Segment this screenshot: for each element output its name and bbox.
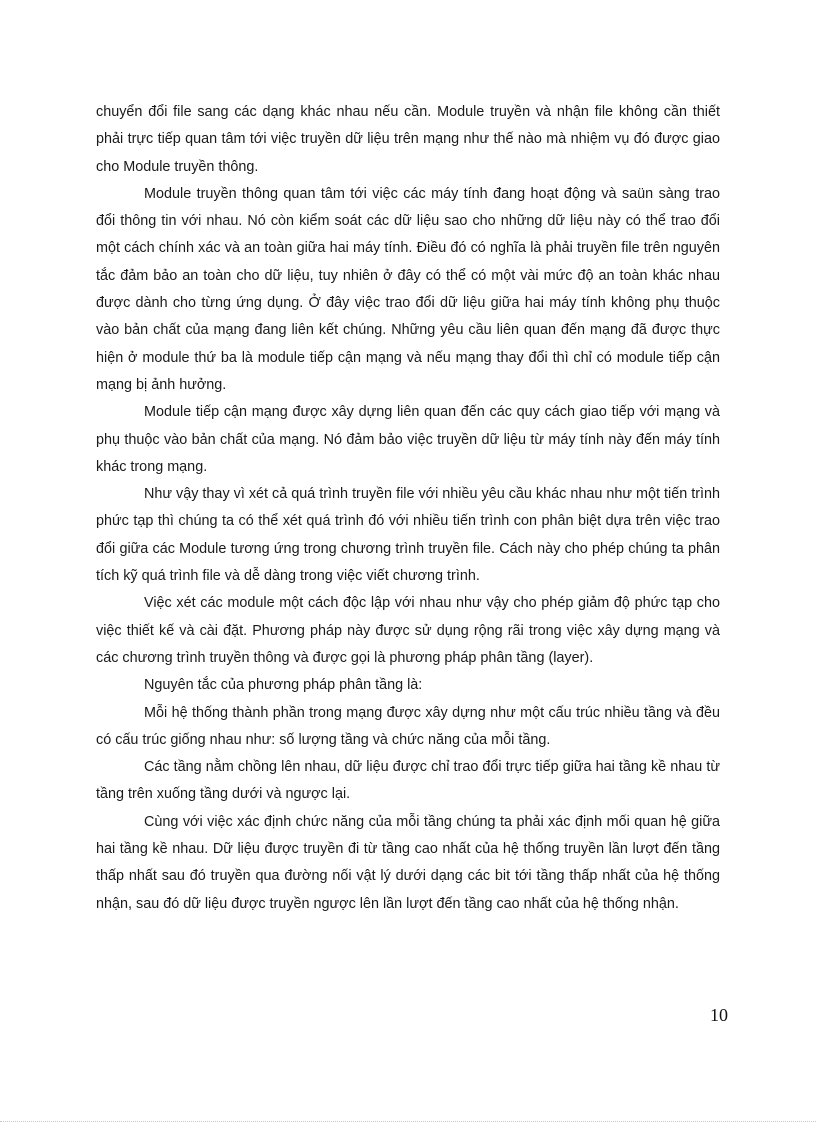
paragraph-3: Module tiếp cận mạng được xây dựng liên quan đến các quy cách giao tiếp với mạng và phụ thuộc vào bản chất của mạng. Nó đảm bảo việc truyền dữ liệu từ máy tính này đến máy tính khác trong mạng. — [96, 404, 720, 475]
paragraph-2: Module truyền thông quan tâm tới việc các máy tính đang hoạt động và saün sàng trao đổi thông tin với nhau. Nó còn kiểm soát các dữ liệu sao cho những dữ liệu này có thể trao đổi một cách chính xác và an toàn giữa hai máy tính. Điều đó có nghĩa là phải truyền file trên nguyên tắc đảm bảo an toàn cho dữ liệu, tuy nhiên ở đây có thể có một vài mức độ an toàn khác nhau được dành cho từng ứng dụng. Ở đây việc trao đổi dữ liệu giữa hai máy tính không phụ thuộc vào bản chất của mạng đang liên kết chúng. Những yêu cầu liên quan đến mạng đã được thực hiện ở module thứ ba là module tiếp cận mạng và nếu mạng thay đổi thì chỉ có module tiếp cận mạng bị ảnh hưởng. — [96, 185, 720, 393]
page-bottom-divider — [0, 1121, 816, 1122]
paragraph-7: Mỗi hệ thống thành phần trong mạng được xây dựng như một cấu trúc nhiều tầng và đều có cấu trúc giống nhau như: số lượng tầng và chức năng của mỗi tầng. — [96, 704, 720, 748]
paragraph-5: Việc xét các module một cách độc lập với nhau như vậy cho phép giảm độ phức tạp cho việc thiết kế và cài đặt. Phương pháp này được sử dụng rộng rãi trong việc xây dựng mạng và các chương trình truyền thông và được gọi là phương pháp phân tầng (layer). — [96, 595, 720, 666]
page-number: 10 — [710, 1005, 728, 1025]
paragraph-4: Như vậy thay vì xét cả quá trình truyền file với nhiều yêu cầu khác nhau như một tiến trình phức tạp thì chúng ta có thể xét quá trình đó với nhiều tiến trình con phân biệt dựa trên việc trao đổi giữa các Module tương ứng trong chương trình truyền file. Cách này cho phép chúng ta phân tích kỹ quá trình file và dễ dàng trong việc viết chương trình. — [96, 486, 720, 585]
body-text — [96, 99, 720, 918]
paragraph-6: Nguyên tắc của phương pháp phân tầng là: — [144, 677, 423, 694]
paragraph-8: Các tầng nằm chồng lên nhau, dữ liệu được chỉ trao đổi trực tiếp giữa hai tầng kề nhau từ tầng trên xuống tầng dưới và ngược lại. — [96, 759, 720, 803]
paragraph-1: chuyển đổi file sang các dạng khác nhau nếu cần. Module truyền và nhận file không cần thiết phải trực tiếp quan tâm tới việc truyền dữ liệu trên mạng như thế nào mà nhiệm vụ đó được giao cho Module truyền thông. — [96, 104, 720, 175]
paragraph-9: Cùng với việc xác định chức năng của mỗi tầng chúng ta phải xác định mối quan hệ giữa hai tầng kề nhau. Dữ liệu được truyền đi từ tầng cao nhất của hệ thống truyền lần lượt đến tầng thấp nhất sau đó truyền qua đường nối vật lý dưới dạng các bit tới tầng thấp nhất của hệ thống nhận, sau đó dữ liệu được truyền ngược lên lần lượt đến tầng cao nhất của hệ thống nhận. — [96, 813, 720, 912]
